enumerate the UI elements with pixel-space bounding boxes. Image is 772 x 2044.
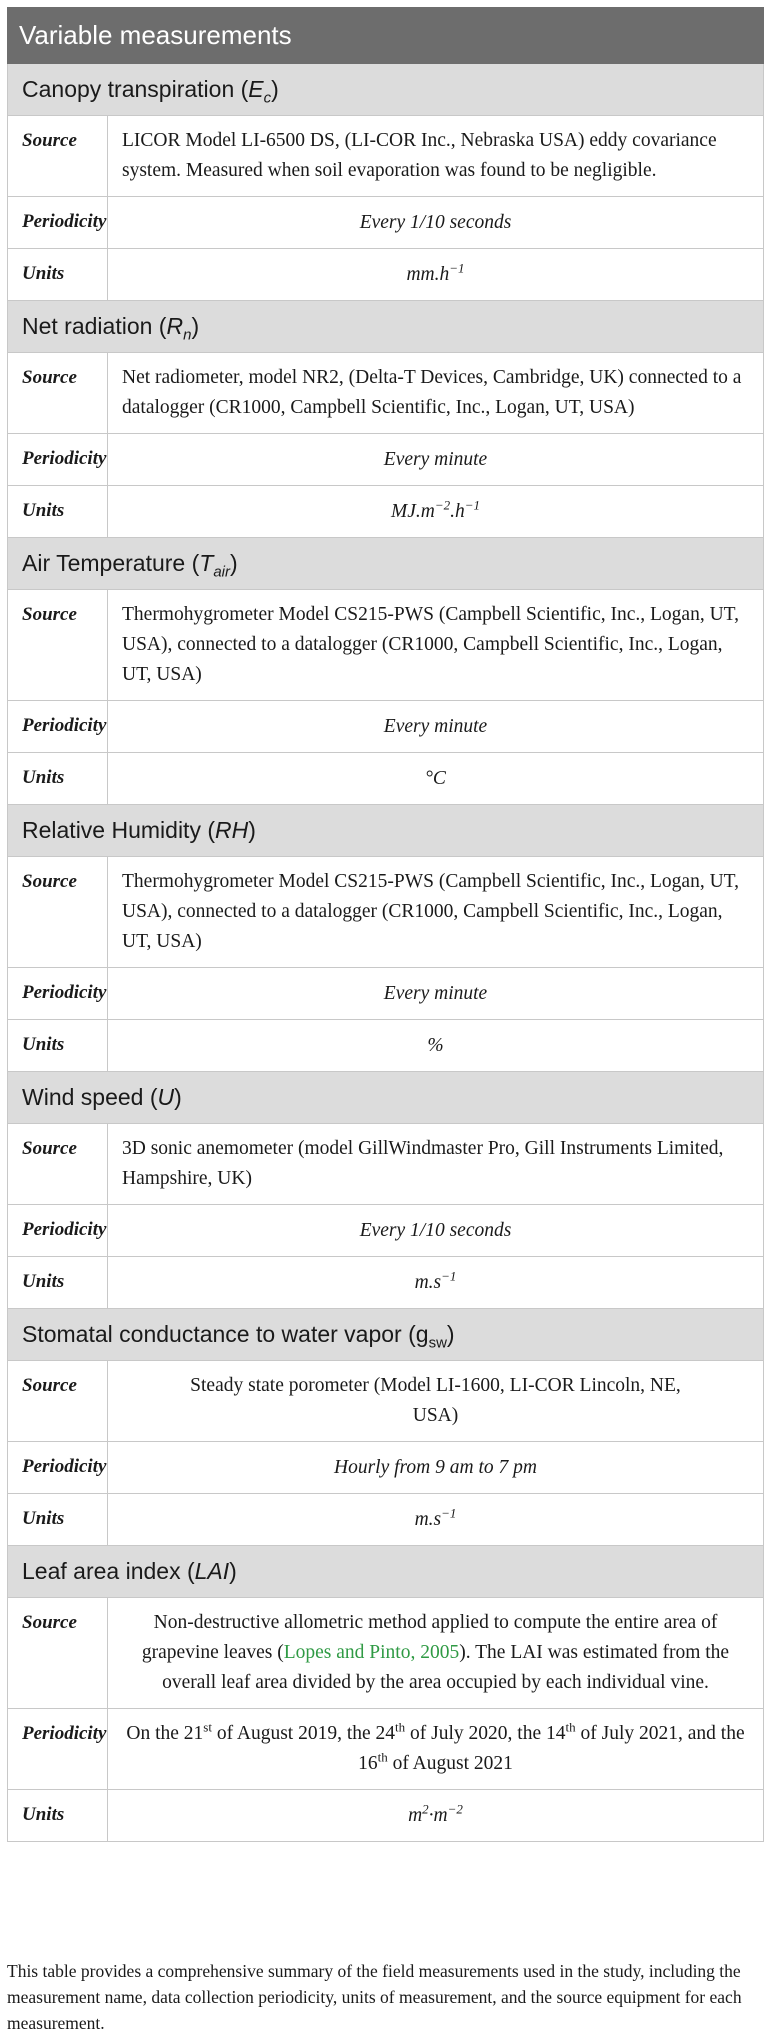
table-row-units <box>8 486 764 538</box>
table-row-source <box>8 1361 764 1442</box>
row-label-units: Units <box>22 1508 65 1529</box>
table-row-units <box>8 1494 764 1546</box>
row-label-periodicity: Periodicity <box>22 1219 107 1240</box>
row-label-periodicity: Periodicity <box>22 1456 107 1477</box>
row-label-periodicity: Periodicity <box>22 982 107 1003</box>
section-title: Wind speed (U) <box>22 1084 182 1110</box>
row-label-source: Source <box>22 604 77 625</box>
row-label-source: Source <box>22 1612 77 1633</box>
units-value: $MJ.m^{-2}.h^{-1}$ <box>390 497 481 522</box>
table-row-source <box>8 857 764 968</box>
row-label-periodicity: Periodicity <box>22 211 107 232</box>
row-label-periodicity: Periodicity <box>22 448 107 469</box>
table-row-periodicity <box>8 197 764 249</box>
table-row-units <box>8 1020 764 1072</box>
source-value: Thermohygrometer Model CS215-PWS (Campbell Scientific, Inc., Logan, UT, USA), connected to a datalogger (CR1000, Campbell Scientific, Inc., Logan, UT, USA) <box>122 871 740 952</box>
row-label-units: Units <box>22 1271 65 1292</box>
periodicity-value: On the 21st of August 2019, the 24th of July 2020, the 14th of July 2021, and the 16th of August 2021 <box>126 1719 745 1774</box>
table-row-units <box>8 753 764 805</box>
source-value: Steady state porometer (Model LI-1600, LI-COR Lincoln, NE, USA) <box>190 1375 681 1426</box>
section-header-stomatal-conductance <box>8 1309 764 1361</box>
table-row-units <box>8 1257 764 1309</box>
row-label-units: Units <box>22 263 65 284</box>
table-row-periodicity <box>8 1205 764 1257</box>
periodicity-value: Hourly from 9 am to 7 pm <box>334 1457 537 1478</box>
table-row-periodicity <box>8 1442 764 1494</box>
row-label-source: Source <box>22 367 77 388</box>
source-value: Non-destructive allometric method applied to compute the entire area of grapevine leaves (Lopes and Pinto, 2005). The LAI was estimated from the overall leaf area divided by the area occupied by each individual vine. <box>141 1612 730 1693</box>
table-row-periodicity <box>8 434 764 486</box>
table-caption: This table provides a comprehensive summary of the field measurements used in the study, including the measurement name, data collection periodicity, units of measurement, and the source equipment for each measurement. <box>7 1961 742 2033</box>
section-title: Canopy transpiration $(E_c)$ <box>22 76 279 107</box>
row-label-periodicity: Periodicity <box>22 715 107 736</box>
section-title: Air Temperature $(T_{air})$ <box>22 550 238 581</box>
table-title: Variable measurements <box>19 20 292 50</box>
section-title: Leaf area index (LAI) <box>22 1558 237 1584</box>
section-header-relative-humidity <box>8 805 764 857</box>
section-title: Net radiation $(R_n)$ <box>22 313 200 344</box>
source-value: LICOR Model LI-6500 DS, (LI-COR Inc., Nebraska USA) eddy covariance system. Measured when soil evaporation was found to be negligible. <box>122 130 717 181</box>
table-row-units <box>8 1790 764 1842</box>
table-row-source <box>8 116 764 197</box>
units-value: % <box>427 1035 444 1056</box>
periodicity-value: Every minute <box>383 449 488 470</box>
table-row-source <box>8 590 764 701</box>
source-value: Thermohygrometer Model CS215-PWS (Campbell Scientific, Inc., Logan, UT, USA), connected to a datalogger (CR1000, Campbell Scientific, Inc., Logan, UT, USA) <box>122 604 740 685</box>
row-label-units: Units <box>22 767 65 788</box>
table-row-source <box>8 353 764 434</box>
periodicity-value: Every minute <box>383 716 488 737</box>
section-title: Relative Humidity (RH) <box>22 817 256 843</box>
row-label-source: Source <box>22 1138 77 1159</box>
source-value: Net radiometer, model NR2, (Delta-T Devices, Cambridge, UK) connected to a datalogger (CR1000, Campbell Scientific, Inc., Logan, UT, USA) <box>122 367 742 418</box>
units-value: $m.s^{-1}$ <box>414 1505 457 1530</box>
row-label-units: Units <box>22 1804 65 1825</box>
variable-measurements-table-wrapper <box>7 7 763 1842</box>
source-value: 3D sonic anemometer (model GillWindmaster Pro, Gill Instruments Limited, Hampshire, UK) <box>122 1138 724 1189</box>
periodicity-value: Every minute <box>383 983 488 1004</box>
units-value: $m.s^{-1}$ <box>414 1268 457 1293</box>
periodicity-value: Every 1/10 seconds <box>359 212 512 233</box>
section-title: Stomatal conductance to water vapor $(g_{sw})$ <box>22 1321 455 1352</box>
section-header-canopy-transpiration <box>8 64 764 116</box>
row-label-units: Units <box>22 1034 65 1055</box>
row-label-periodicity: Periodicity <box>22 1723 107 1744</box>
units-value: °C <box>425 768 446 789</box>
section-header-net-radiation <box>8 301 764 353</box>
section-header-wind-speed <box>8 1072 764 1124</box>
row-label-source: Source <box>22 871 77 892</box>
row-label-units: Units <box>22 500 65 521</box>
table-row-periodicity <box>8 1709 764 1790</box>
periodicity-value: Every 1/10 seconds <box>359 1220 512 1241</box>
variable-measurements-table <box>7 7 764 1842</box>
table-header-row <box>8 8 764 64</box>
table-row-periodicity <box>8 968 764 1020</box>
table-row-units <box>8 249 764 301</box>
citation-link[interactable]: Lopes and Pinto, 2005 <box>283 1642 460 1663</box>
table-row-source <box>8 1598 764 1709</box>
table-row-source <box>8 1124 764 1205</box>
units-value: $mm.h^{-1}$ <box>406 260 465 285</box>
section-header-air-temperature <box>8 538 764 590</box>
row-label-source: Source <box>22 1375 77 1396</box>
units-value: $m^2\cdot m^{-2}$ <box>408 1801 463 1826</box>
row-label-source: Source <box>22 130 77 151</box>
section-header-leaf-area-index <box>8 1546 764 1598</box>
table-row-periodicity <box>8 701 764 753</box>
